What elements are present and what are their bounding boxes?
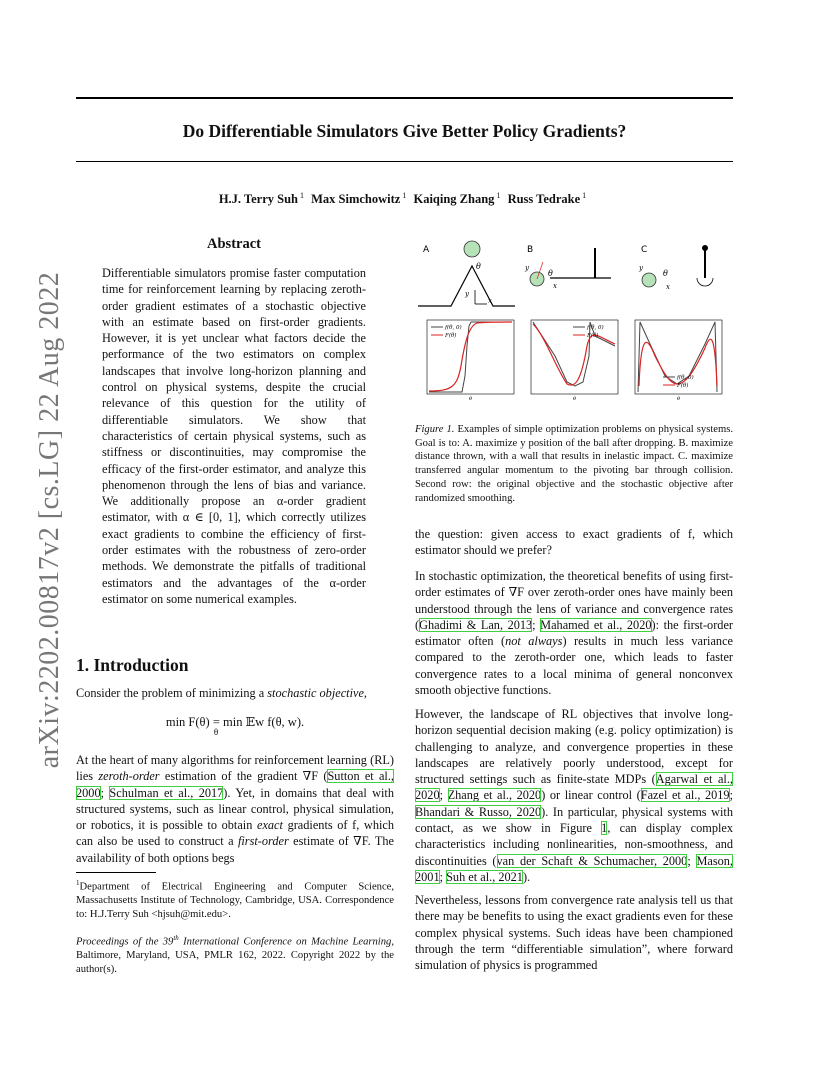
paper-title: Do Differentiable Simulators Give Better Policy Gradients? xyxy=(182,121,627,141)
citation-link[interactable]: Sutton et al., 2000 xyxy=(76,769,394,800)
text-run: ; xyxy=(439,869,447,884)
emphasis: Proceedings of the 39 xyxy=(76,936,174,948)
text-run: ) or linear control ( xyxy=(541,788,641,803)
text-run: Consider the problem of minimizing a xyxy=(76,686,268,700)
citation-link[interactable]: Mason, 2001 xyxy=(415,853,733,884)
abstract-heading: Abstract xyxy=(207,236,261,252)
legend-label-F: F(θ) xyxy=(445,333,457,339)
curve-F xyxy=(533,324,615,385)
axis-label-y: y xyxy=(525,264,529,272)
footnote xyxy=(76,877,394,921)
text-run: gradients of f, which can also be used to construct a xyxy=(76,818,394,849)
text-run: However, the landscape of RL objectives that involve long-horizon sequential decision making (e.g. policy optimization) is challenging to analyze, and convergence properties in these landscapes are relatively poorly understood, except for structured settings such as finite-state MDPs ( xyxy=(415,707,733,787)
author-list xyxy=(76,191,733,207)
emphasis: zeroth-order xyxy=(98,769,160,784)
text-run: ; xyxy=(729,788,733,803)
equation-text: min F(θ) = min 𝔼w f(θ, w). xyxy=(165,715,305,729)
body-paragraph xyxy=(415,568,733,698)
axis-label-theta: θ xyxy=(476,262,481,271)
axis-label-y: y xyxy=(639,264,643,272)
tick-label: θ xyxy=(469,396,473,402)
curve-F xyxy=(429,322,512,391)
intro-paragraph xyxy=(76,752,394,866)
text-run: estimate of ∇F. The availability of both options begs xyxy=(76,834,394,865)
legend-label-f: f(θ, 0) xyxy=(445,325,462,331)
legend-label-f: f(θ, 0) xyxy=(587,325,604,331)
text-run: ). Yet, in domains that deal with structured systems, such as linear control, physical simulation, or robotics, it is possible to obtain xyxy=(76,785,395,833)
equation-subscript: θ xyxy=(213,727,219,737)
legend-label-F: F(θ) xyxy=(587,333,599,339)
text-run: ; xyxy=(532,617,541,632)
author-name: H.J. Terry Suh xyxy=(218,192,298,207)
panel-label: B xyxy=(527,245,534,255)
legend-label-F: F(θ) xyxy=(677,383,689,389)
plot-frame xyxy=(531,320,618,394)
axis-label-x: x xyxy=(488,297,492,305)
figure-1 xyxy=(415,236,733,416)
section-heading: 1. Introduction xyxy=(76,655,189,675)
curve-f xyxy=(429,322,512,392)
curve-f xyxy=(533,322,615,386)
text-run: ). xyxy=(522,869,531,884)
figure-link[interactable]: 1 xyxy=(601,821,608,836)
ball-icon xyxy=(464,241,480,257)
legend-label-f: f(θ, 0) xyxy=(677,375,694,381)
text-run: ) results in much less variance compared to the zeroth-order one, which leads to faster convergence rates to a local minima of general nonconvex smooth objective functions. xyxy=(415,634,733,698)
author-affil-mark: 1 xyxy=(402,191,407,200)
superscript: th xyxy=(173,934,179,942)
citation-link[interactable]: Ghadimi & Lan, 2013 xyxy=(419,617,533,632)
axis-label-x: x xyxy=(666,283,670,291)
emphasis: stochastic objective xyxy=(267,686,364,700)
figure-caption xyxy=(415,423,733,505)
body-paragraph xyxy=(415,706,733,885)
author-name: Russ Tedrake xyxy=(507,192,581,207)
emphasis: first-order xyxy=(237,834,289,849)
footnote-mark: 1 xyxy=(76,879,80,887)
tick-label: θ xyxy=(573,396,577,402)
top-rule xyxy=(76,97,733,99)
author-name: Max Simchowitz xyxy=(311,192,401,207)
citation-link[interactable]: Schulman et al., 2017 xyxy=(109,785,224,800)
text-run: ): the first-order estimator often ( xyxy=(415,617,733,649)
body-paragraph: Nevertheless, lessons from convergence rate analysis tell us that there may be benefits to using the exact gradients even for these complex physical systems. Such ideas have been championed through the term “differentiable simulation”, where forward simulation of physics is programmed xyxy=(415,893,733,973)
caption-text: Examples of simple optimization problems on physical systems. Goal is to: A. maximize y position of the ball after dropping. B. maximize distance thrown, with a wall that results in inelastic impact. C. maximize transferred angular momentum to the pivoting bar through collision. Second row: the original objective and the stochastic objective after randomized smoothing. xyxy=(415,424,733,504)
text-run: , Baltimore, Maryland, USA, PMLR 162, 2022. Copyright 2022 by the author(s). xyxy=(76,936,394,975)
arxiv-stamp: arXiv:2202.00817v2 [cs.LG] 22 Aug 2022 xyxy=(34,271,65,769)
caption-label: Figure 1. xyxy=(415,424,455,435)
citation-link[interactable]: Fazel et al., 2019 xyxy=(640,788,730,803)
axis-label-x: x xyxy=(553,282,557,290)
axis-label-y: y xyxy=(465,290,469,298)
plot-frame xyxy=(427,320,514,394)
author-affil-mark: 1 xyxy=(582,191,587,200)
equation xyxy=(76,714,394,737)
title-rule xyxy=(76,161,733,162)
text-run: ; xyxy=(439,788,448,803)
text-run: In stochastic optimization, the theoretical benefits of using first-order estimates of ∇F over zeroth-order ones have mainly been understood through the lens of variance and convergence rates ( xyxy=(415,569,733,632)
footnote-text: Department of Electrical Engineering and Computer Science, Massachusetts Institute of Technology, Cambridge, USA. Correspondence to: H.J.Terry Suh <hjsuh@mit.edu>. xyxy=(76,881,394,920)
citation-link[interactable]: Zhang et al., 2020 xyxy=(447,788,542,803)
panel-label: A xyxy=(423,245,430,255)
text-run: ; xyxy=(100,785,110,800)
rotation-arrow xyxy=(697,278,713,286)
citation-link[interactable]: Agarwal et al., 2020 xyxy=(415,772,733,803)
tick-label: θ xyxy=(677,396,681,402)
citation-link[interactable]: van der Schaft & Schumacher, 2000 xyxy=(496,853,688,868)
figure-1-graphic xyxy=(415,236,733,416)
author-affil-mark: 1 xyxy=(300,191,304,200)
abstract-text: Differentiable simulators promise faster computation time for reinforcement learning by replacing zeroth-order gradient estimates of a stochastic objective with an estimate based on first-order gradients. However, it is yet unclear what factors decide the performance of the two estimators on complex landscapes that involve long-horizon planning and control on physical systems, despite the crucial relevance of this question for the utility of differentiable simulators. We show that characteristics of certain physical systems, such as stiffness or discontinuities, may compromise the efficacy of the first-order estimator, and analyze this phenomenon through the lens of bias and variance. We additionally propose an α-order gradient estimator, with α ∈ [0, 1], which correctly utilizes exact gradients to combine the efficiency of first-order estimates with the robustness of zero-order methods. We demonstrate the pitfalls of traditional estimators and the advantages of the α-order estimator on some numerical examples. xyxy=(102,266,366,606)
intro-paragraph xyxy=(76,685,394,701)
emphasis: not always xyxy=(505,634,563,649)
citation-link[interactable]: Mahamed et al., 2020 xyxy=(540,617,652,632)
body-paragraph: the question: given access to exact gradients of f, which estimator should we prefer? xyxy=(415,527,733,558)
text-run: , xyxy=(363,686,367,700)
curve-f xyxy=(638,322,717,392)
footnote-rule xyxy=(76,872,156,873)
proceedings-note xyxy=(76,932,394,976)
panel-label: C xyxy=(641,245,648,255)
text-run: estimation of the gradient ∇F ( xyxy=(159,769,328,784)
emphasis: International Conference on Machine Learning xyxy=(178,936,392,948)
ramp-shape xyxy=(418,266,515,306)
citation-link[interactable]: Bhandari & Russo, 2020 xyxy=(415,804,542,819)
citation-link[interactable]: Suh et al., 2021 xyxy=(446,869,523,884)
author-affil-mark: 1 xyxy=(496,191,501,200)
axis-label-theta: θ xyxy=(548,269,553,278)
text-run: , can display complex characteristics including nonlinearities, non-smoothness, and discontinuities ( xyxy=(415,821,733,868)
axis-label-theta: θ xyxy=(663,269,668,278)
text-run: ). In particular, physical systems with contact, as we show in Figure xyxy=(415,804,733,836)
text-run: At the heart of many algorithms for reinforcement learning (RL) lies xyxy=(76,753,394,784)
author-name: Kaiqing Zhang xyxy=(413,192,495,207)
emphasis: exact xyxy=(256,818,283,833)
ball-icon xyxy=(642,273,656,287)
text-run: ; xyxy=(687,853,697,868)
